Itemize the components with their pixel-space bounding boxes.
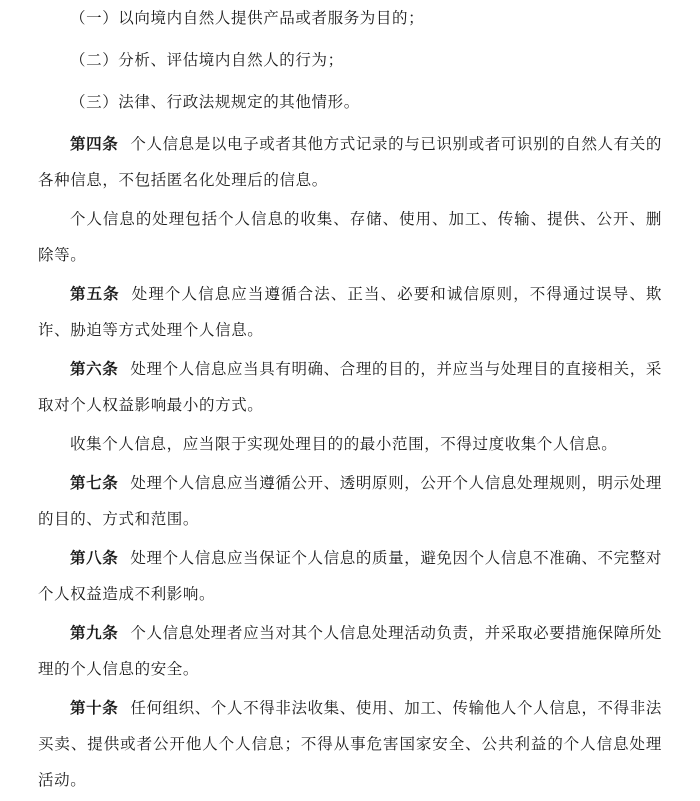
article-text: 处理个人信息应当保证个人信息的质量，避免因个人信息不准确、不完整对个人权益造成不利影响。 — [38, 549, 662, 603]
article-number: 第四条 — [70, 135, 119, 153]
article-8 — [38, 540, 662, 612]
article-number: 第十条 — [70, 699, 119, 717]
list-item-1: （一）以向境内自然人提供产品或者服务为目的； — [70, 9, 425, 27]
article-text: 处理个人信息应当遵循合法、正当、必要和诚信原则，不得通过误导、欺诈、胁迫等方式处理个人信息。 — [38, 285, 662, 339]
article-10 — [38, 690, 662, 798]
article-6 — [38, 351, 662, 423]
article-number: 第八条 — [70, 549, 119, 567]
article-4-continuation: 个人信息的处理包括个人信息的收集、存储、使用、加工、传输、提供、公开、删除等。 — [38, 210, 662, 264]
list-item-3: （三）法律、行政法规规定的其他情形。 — [70, 93, 360, 111]
article-6-continuation: 收集个人信息，应当限于实现处理目的的最小范围，不得过度收集个人信息。 — [70, 435, 618, 453]
article-number: 第七条 — [70, 474, 119, 492]
article-text: 个人信息是以电子或者其他方式记录的与已识别或者可识别的自然人有关的各种信息，不包括匿名化处理后的信息。 — [38, 135, 662, 189]
article-number: 第六条 — [70, 360, 119, 378]
article-text: 个人信息处理者应当对其个人信息处理活动负责，并采取必要措施保障所处理的个人信息的安全。 — [38, 624, 662, 678]
article-text: 处理个人信息应当遵循公开、透明原则，公开个人信息处理规则，明示处理的目的、方式和范围。 — [38, 474, 662, 528]
list-item-2: （二）分析、评估境内自然人的行为； — [70, 51, 344, 69]
article-text: 处理个人信息应当具有明确、合理的目的，并应当与处理目的直接相关，采取对个人权益影响最小的方式。 — [38, 360, 662, 414]
article-number: 第五条 — [70, 285, 120, 303]
article-9 — [38, 615, 662, 687]
article-5 — [38, 276, 662, 348]
article-4 — [38, 126, 662, 198]
article-number: 第九条 — [70, 624, 119, 642]
article-7 — [38, 465, 662, 537]
article-text: 任何组织、个人不得非法收集、使用、加工、传输他人个人信息，不得非法买卖、提供或者公开他人个人信息；不得从事危害国家安全、公共利益的个人信息处理活动。 — [38, 699, 662, 789]
